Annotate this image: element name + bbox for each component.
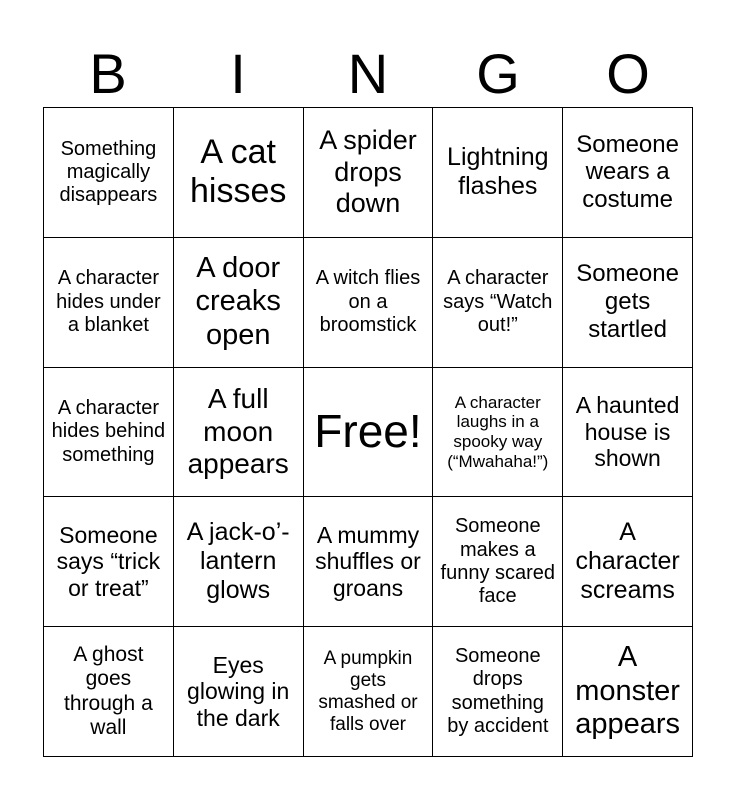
bingo-cell[interactable]: A character hides under a blanket xyxy=(44,238,174,368)
header-letter-g: G xyxy=(476,42,520,105)
bingo-cell[interactable]: A spider drops down xyxy=(304,108,434,238)
bingo-cell[interactable]: Someone makes a funny scared face xyxy=(433,497,563,627)
bingo-cell[interactable]: Lightning flashes xyxy=(433,108,563,238)
bingo-cell[interactable]: A character laughs in a spooky way (“Mwahaha!”) xyxy=(433,368,563,498)
bingo-cell[interactable]: A witch flies on a broomstick xyxy=(304,238,434,368)
bingo-cell[interactable]: Someone wears a costume xyxy=(563,108,693,238)
bingo-cell[interactable]: A jack-o’-lantern glows xyxy=(174,497,304,627)
bingo-cell[interactable]: Someone says “trick or treat” xyxy=(44,497,174,627)
header-letter-b: B xyxy=(89,42,127,105)
bingo-cell[interactable]: A character screams xyxy=(563,497,693,627)
header-letter-o: O xyxy=(606,42,650,105)
bingo-cell[interactable]: Eyes glowing in the dark xyxy=(174,627,304,757)
bingo-cell[interactable]: A character hides behind something xyxy=(44,368,174,498)
bingo-cell[interactable]: A door creaks open xyxy=(174,238,304,368)
bingo-board xyxy=(43,107,693,757)
header-letter-i: I xyxy=(230,42,246,105)
bingo-cell[interactable]: A monster appears xyxy=(563,627,693,757)
bingo-cell[interactable]: A cat hisses xyxy=(174,108,304,238)
bingo-cell[interactable]: Someone drops something by accident xyxy=(433,627,563,757)
bingo-cell[interactable]: A haunted house is shown xyxy=(563,368,693,498)
bingo-cell[interactable]: A pumpkin gets smashed or falls over xyxy=(304,627,434,757)
header-letter-n: N xyxy=(347,42,389,105)
bingo-cell[interactable]: Someone gets startled xyxy=(563,238,693,368)
bingo-cell[interactable]: Something magically disappears xyxy=(44,108,174,238)
bingo-cell[interactable]: A ghost goes through a wall xyxy=(44,627,174,757)
bingo-cell[interactable]: A mummy shuffles or groans xyxy=(304,497,434,627)
bingo-cell[interactable]: A character says “Watch out!” xyxy=(433,238,563,368)
bingo-cell[interactable]: A full moon appears xyxy=(174,368,304,498)
free-space-cell[interactable]: Free! xyxy=(304,368,434,498)
bingo-header xyxy=(43,40,693,108)
